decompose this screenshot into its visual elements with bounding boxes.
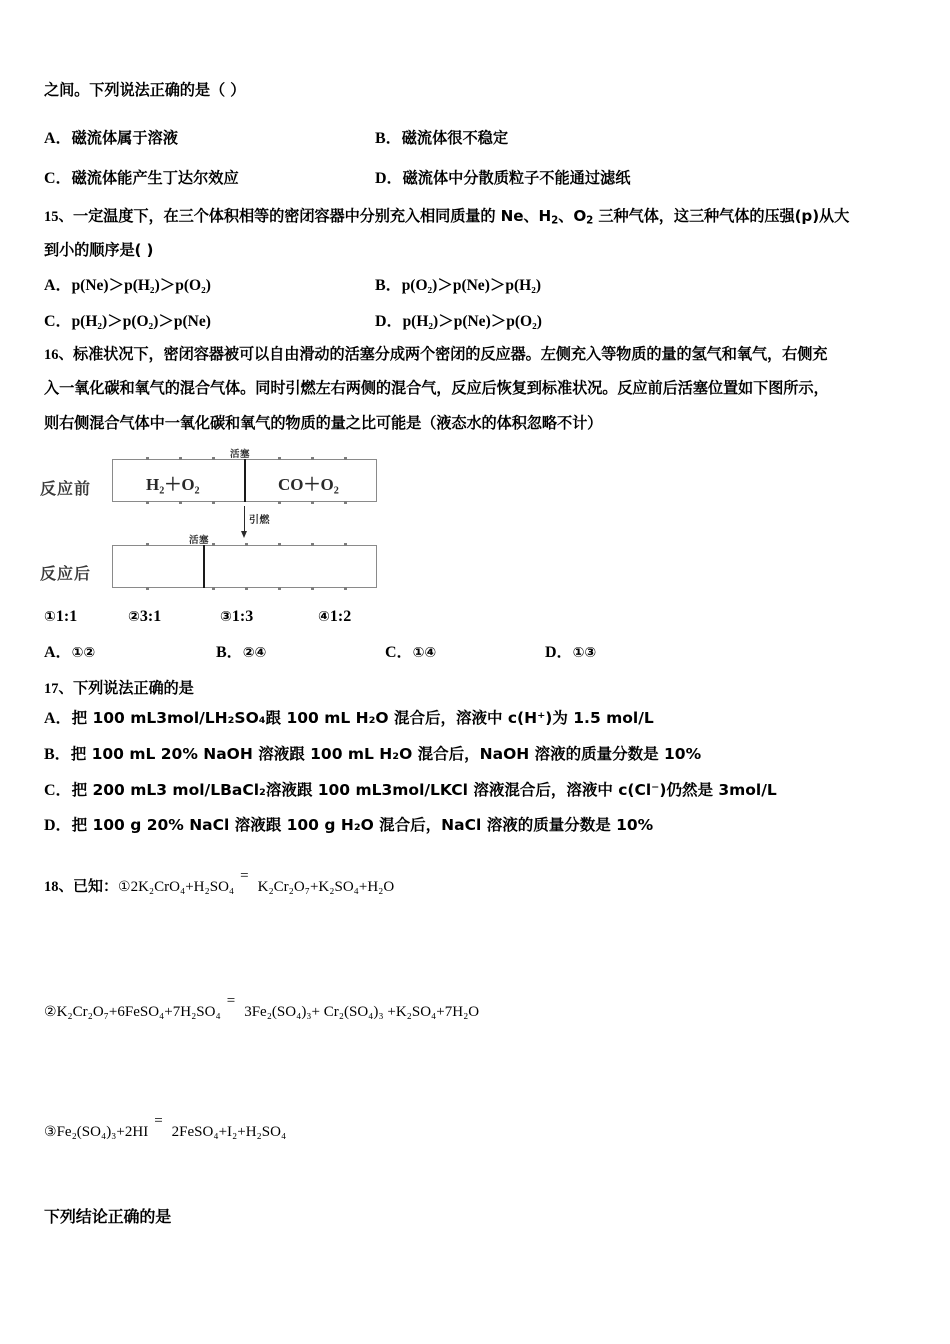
q17-option-c-text: 把 200 mL3 mol/LBaCl₂溶液跟 100 mL3mol/LKCl 溶液混合后，溶液中 c(Cl⁻)仍然是 3mol/L	[71, 781, 777, 799]
q14-option-c	[44, 171, 239, 187]
q18-eq2-left: K₂Cr₂O₇+6FeSO₄+7H₂SO₄	[56, 1004, 221, 1020]
tick-mark	[212, 501, 215, 504]
ignite-arrow-head	[241, 531, 247, 538]
q17-option-b	[44, 747, 701, 763]
q16-option-b	[216, 645, 266, 661]
q16-stem-line2: 入一氧化碳和氧气的混合气体。同时引燃左右两侧的混合气，反应后恢复到标准状况。反应前后活塞位置如下图所示，	[44, 379, 829, 397]
q16-ratio-4-mark: ④	[318, 609, 330, 625]
q16-number: 16、	[44, 347, 73, 363]
q17-option-a-label: A．	[44, 710, 72, 727]
q17-option-d-text: 把 100 g 20% NaCl 溶液跟 100 g H₂O 混合后，NaCl 溶液的质量分数是 10%	[71, 816, 654, 834]
q18-number: 18、	[44, 879, 73, 895]
q18-eq2-mark: ②	[44, 1004, 57, 1020]
tick-mark	[179, 457, 182, 460]
tick-mark	[212, 457, 215, 460]
tick-mark	[179, 501, 182, 504]
q17-option-c-label: C．	[44, 782, 72, 799]
tick-mark	[212, 543, 215, 546]
q14-option-c-text: 磁流体能产生丁达尔效应	[71, 169, 239, 187]
q16-figure	[40, 450, 440, 595]
tick-mark	[311, 587, 314, 590]
q16-ratio-1-mark: ①	[44, 609, 56, 625]
q15-stem-text-pre: 一定温度下，在三个体积相等的密闭容器中分别充入相同质量的 Ne、H	[73, 207, 552, 225]
q18-eq1-right: K₂Cr₂O₇+K₂SO₄+H₂O	[257, 879, 395, 895]
q14-option-b	[375, 131, 508, 147]
q15-option-a-label: A．	[44, 277, 72, 294]
q16-stem-text1: 标准状况下，密闭容器被可以自由滑动的活塞分成两个密闭的反应器。左侧充入等物质的量的氢气和氧气，右侧充	[73, 345, 828, 363]
q18-eq2-sign: =	[226, 993, 236, 1009]
q18-closing: 下列结论正确的是	[44, 1207, 172, 1226]
q16-ratio-3	[220, 609, 253, 625]
q16-option-d	[545, 645, 596, 661]
tick-mark	[146, 587, 149, 590]
q16-ratio-1-value: 1:1	[55, 608, 78, 625]
q18-eq3-mark: ③	[44, 1124, 57, 1140]
tick-mark	[344, 587, 347, 590]
q15-sub-h2: 2	[551, 214, 559, 227]
q14-option-d-text: 磁流体中分散质粒子不能通过滤纸	[402, 169, 631, 187]
figure-before-piston	[244, 459, 246, 502]
q15-option-a	[44, 278, 211, 294]
q18-eq1-mark: ①	[118, 879, 131, 895]
tick-mark	[344, 501, 347, 504]
q18-eq3-left: Fe₂(SO₄)₃+2HI	[56, 1124, 149, 1140]
q15-stem-line2: 到小的顺序是( )	[44, 241, 154, 259]
q14-option-b-text: 磁流体很不稳定	[401, 129, 508, 147]
tick-mark	[311, 501, 314, 504]
q16-option-b-text: ②④	[242, 645, 267, 661]
q17-option-d	[44, 818, 653, 834]
q18-stem-lead: 已知：	[73, 877, 119, 895]
q15-option-d-text: p(H₂)＞p(Ne)＞p(O₂)	[402, 313, 542, 330]
tick-mark	[146, 543, 149, 546]
q18-eq3-sign: =	[154, 1113, 163, 1129]
q17-option-a-text: 把 100 mL3mol/LH₂SO₄跟 100 mL H₂O 混合后，溶液中 c(H⁺)为 1.5 mol/L	[71, 709, 654, 727]
q15-stem-line1	[44, 209, 849, 226]
q16-ratio-2-mark: ②	[128, 609, 140, 625]
tick-mark	[146, 457, 149, 460]
q17-stem-text: 下列说法正确的是	[73, 679, 194, 697]
q17-option-d-label: D．	[44, 817, 72, 834]
q15-option-a-text: p(Ne)＞p(H₂)＞p(O₂)	[71, 277, 211, 294]
tick-mark	[278, 501, 281, 504]
q15-option-b-label: B．	[375, 277, 402, 294]
q18-equation-2	[44, 993, 480, 1021]
tick-mark	[212, 587, 215, 590]
figure-left-chamber-content: H₂＋O₂	[146, 475, 200, 494]
q17-option-b-label: B．	[44, 746, 71, 763]
q16-ratio-3-value: 1:3	[231, 608, 254, 625]
q16-ratio-2	[128, 609, 161, 625]
q14-option-a	[44, 131, 178, 147]
tick-mark	[311, 457, 314, 460]
q16-option-b-label: B．	[216, 644, 243, 661]
ignite-label: 引燃	[249, 515, 270, 526]
q15-option-b	[375, 278, 541, 294]
q18-eq2-right: 3Fe₂(SO₄)₃+ Cr₂(SO₄)₃ +K₂SO₄+7H₂O	[244, 1004, 480, 1020]
figure-after-piston-label: 活塞	[189, 535, 210, 546]
tick-mark	[278, 587, 281, 590]
figure-after-label: 反应后	[40, 564, 92, 583]
tick-mark	[278, 457, 281, 460]
q14-option-c-label: C．	[44, 170, 72, 187]
q16-option-c-label: C．	[385, 644, 413, 661]
q17-option-c	[44, 783, 777, 799]
q16-stem-line3: 则右侧混合气体中一氧化碳和氧气的物质的量之比可能是（液态水的体积忽略不计）	[44, 414, 603, 432]
q16-option-d-text: ①③	[572, 645, 597, 661]
figure-before-label: 反应前	[40, 479, 92, 498]
ignite-arrow-line	[244, 506, 245, 533]
q18-eq1-sign: =	[240, 868, 249, 884]
q14-option-d-label: D．	[375, 170, 403, 187]
q15-sub-o2: 2	[586, 214, 594, 227]
q17-option-b-text: 把 100 mL 20% NaOH 溶液跟 100 mL H₂O 混合后，NaOH 溶液的质量分数是 10%	[70, 745, 702, 763]
q16-option-c	[385, 645, 436, 661]
q14-stem-tail: 之间。下列说法正确的是（ ）	[44, 81, 246, 99]
q15-option-d	[375, 314, 542, 330]
q18-equation-3	[44, 1113, 287, 1141]
q14-option-a-label: A．	[44, 130, 72, 147]
q16-ratio-3-mark: ③	[220, 609, 232, 625]
figure-right-chamber-content: CO＋O₂	[278, 475, 339, 494]
q14-option-b-label: B．	[375, 130, 402, 147]
q16-option-c-text: ①④	[412, 645, 437, 661]
q14-option-a-text: 磁流体属于溶液	[71, 129, 178, 147]
q18-eq1-left: 2K₂CrO₄+H₂SO₄	[130, 879, 235, 895]
q16-stem-line1	[44, 347, 827, 363]
tick-mark	[146, 501, 149, 504]
q15-option-b-text: p(O₂)＞p(Ne)＞p(H₂)	[401, 277, 541, 294]
q14-option-d	[375, 171, 630, 187]
tick-mark	[245, 543, 248, 546]
q17-option-a	[44, 711, 654, 727]
q15-number: 15、	[44, 209, 73, 225]
q18-equation-1	[44, 868, 395, 896]
q17-stem	[44, 681, 194, 697]
q15-stem-text-mid: 、O	[558, 207, 587, 225]
q18-eq3-right: 2FeSO₄+I₂+H₂SO₄	[171, 1124, 287, 1140]
q16-ratio-2-value: 3:1	[139, 608, 162, 625]
q15-option-d-label: D．	[375, 313, 403, 330]
q15-stem-text-post: 三种气体，这三种气体的压强(p)从大	[593, 207, 850, 225]
tick-mark	[344, 543, 347, 546]
q15-option-c-text: p(H₂)＞p(O₂)＞p(Ne)	[71, 313, 211, 330]
tick-mark	[245, 587, 248, 590]
figure-after-piston	[203, 545, 205, 588]
q15-option-c-label: C．	[44, 313, 72, 330]
q16-option-a-label: A．	[44, 644, 72, 661]
tick-mark	[311, 543, 314, 546]
q16-ratio-4	[318, 609, 351, 625]
figure-after-container	[112, 545, 377, 588]
tick-mark	[278, 543, 281, 546]
q16-ratio-1	[44, 609, 77, 625]
q17-number: 17、	[44, 681, 73, 697]
figure-before-piston-label: 活塞	[230, 449, 251, 460]
q16-ratio-4-value: 1:2	[329, 608, 352, 625]
tick-mark	[344, 457, 347, 460]
q15-option-c	[44, 314, 211, 330]
q16-option-a-text: ①②	[71, 645, 96, 661]
q16-option-a	[44, 645, 95, 661]
q16-option-d-label: D．	[545, 644, 573, 661]
